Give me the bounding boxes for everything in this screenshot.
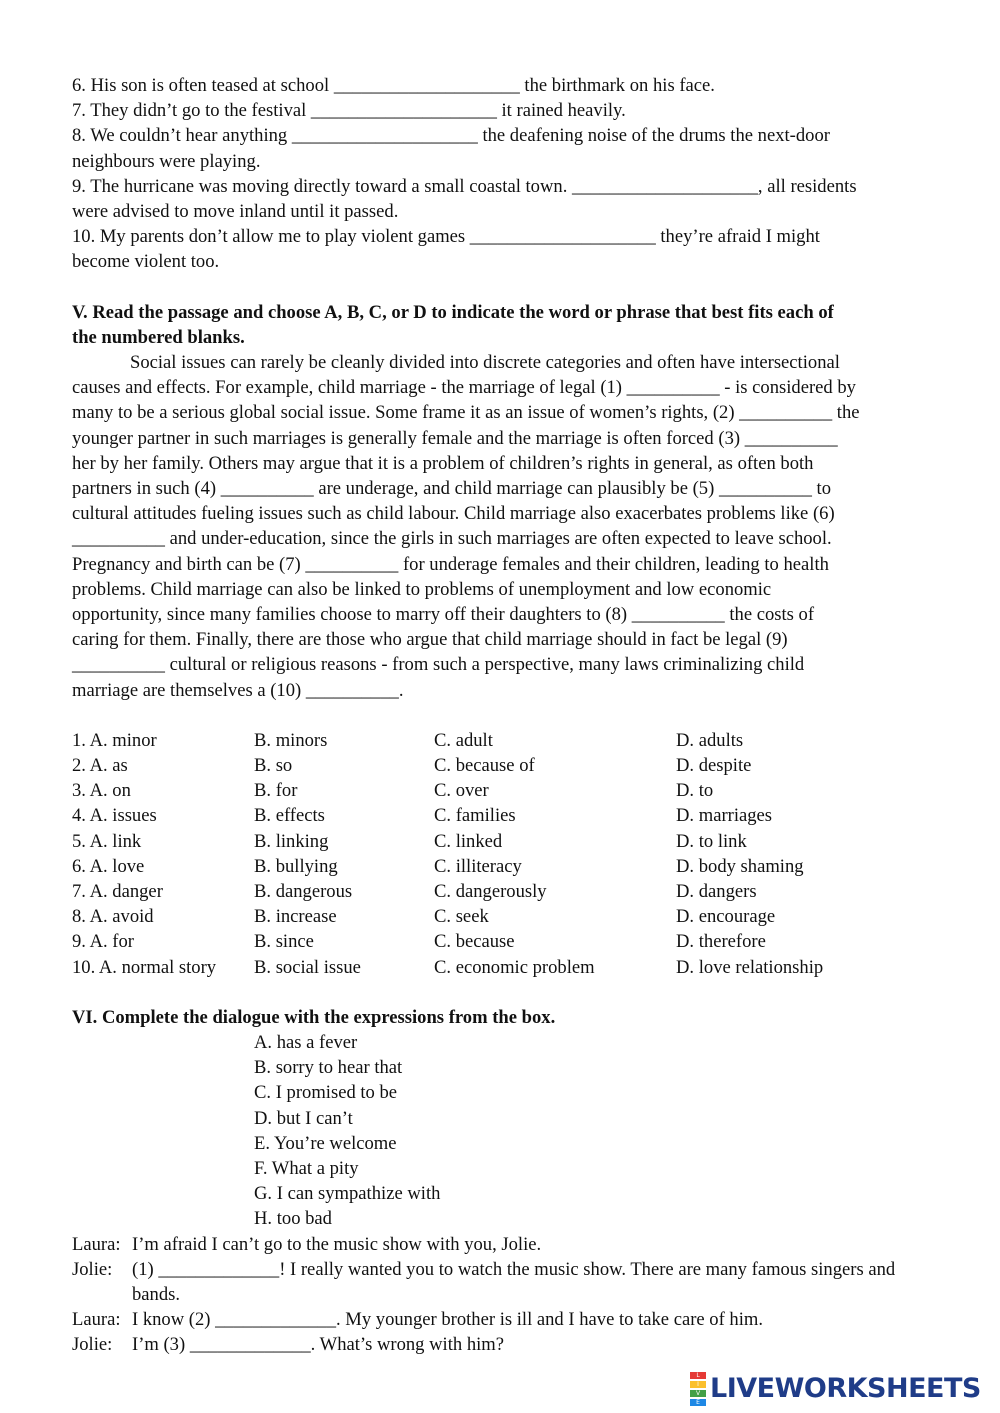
passage-line: caring for them. Finally, there are those who argue that child marriage should in fact be legal (9) [72, 629, 788, 651]
exercise-item-9-cont: were advised to move inland until it passed. [72, 201, 399, 223]
passage-line: cultural attitudes fueling issues such as child labour. Child marriage also exacerbates problems like (6) [72, 503, 835, 525]
expression-item: G. I can sympathize with [254, 1183, 441, 1205]
dialogue-line [72, 1332, 932, 1357]
option-b[interactable]: B. for [254, 780, 298, 802]
exercise-item-8: 8. We couldn’t hear anything ____________________ the deafening noise of the drums the next-door [72, 125, 830, 147]
section5-heading: V. Read the passage and choose A, B, C, or D to indicate the word or phrase that best fits each of [72, 301, 834, 323]
option-row-9 [72, 929, 932, 954]
option-d[interactable]: D. love relationship [676, 956, 824, 978]
section5 [72, 300, 932, 980]
expression-item: F. What a pity [254, 1157, 359, 1179]
passage-line: many to be a serious global social issue. Some frame it as an issue of women’s rights, (2) __________ the [72, 402, 860, 424]
passage-line: Social issues can rarely be cleanly divided into discrete categories and often have intersectional [130, 352, 840, 374]
option-d[interactable]: D. despite [676, 755, 752, 777]
option-a[interactable]: 3. A. on [72, 780, 131, 802]
option-row-6 [72, 854, 932, 879]
expression-item: H. too bad [254, 1208, 332, 1230]
option-a[interactable]: 9. A. for [72, 931, 134, 953]
option-b[interactable]: B. since [254, 931, 314, 953]
option-c[interactable]: C. linked [434, 830, 503, 852]
expression-box [72, 1030, 932, 1232]
logo-block: V [690, 1390, 706, 1397]
option-c[interactable]: C. economic problem [434, 956, 595, 978]
logo-block: E [690, 1399, 706, 1406]
option-a[interactable]: 10. A. normal story [72, 956, 217, 978]
section6-heading: VI. Complete the dialogue with the expressions from the box. [72, 1006, 556, 1028]
option-b[interactable]: B. bullying [254, 855, 338, 877]
option-d[interactable]: D. adults [676, 729, 744, 751]
option-d[interactable]: D. body shaming [676, 855, 804, 877]
exercise-item-7: 7. They didn’t go to the festival ____________________ it rained heavily. [72, 100, 626, 122]
option-row-10 [72, 955, 932, 980]
option-row-8 [72, 904, 932, 929]
option-row-1 [72, 728, 932, 753]
liveworksheets-icon [690, 1371, 706, 1407]
option-d[interactable]: D. to link [676, 830, 747, 852]
passage-line: opportunity, since many families choose to marry off their daughters to (8) __________ the costs of [72, 604, 815, 626]
option-a[interactable]: 5. A. link [72, 830, 142, 852]
section5-heading-cont: the numbered blanks. [72, 326, 245, 348]
option-d[interactable]: D. therefore [676, 931, 766, 953]
expression-item: A. has a fever [254, 1031, 358, 1053]
option-row-3 [72, 778, 932, 803]
dialogue-line [72, 1307, 932, 1332]
brand-name: LIVEWORKSHEETS [710, 1373, 981, 1405]
option-c[interactable]: C. because [434, 931, 515, 953]
expression-item: D. but I can’t [254, 1107, 353, 1129]
option-b[interactable]: B. increase [254, 906, 337, 928]
option-a[interactable]: 8. A. avoid [72, 906, 154, 928]
passage-line: partners in such (4) __________ are underage, and child marriage can plausibly be (5) __________ to [72, 478, 832, 500]
option-c[interactable]: C. dangerously [434, 881, 547, 902]
dialogue-text[interactable]: I’m (3) _____________. What’s wrong with him? [132, 1334, 505, 1356]
option-b[interactable]: B. linking [254, 830, 329, 852]
option-d[interactable]: D. marriages [676, 805, 773, 827]
worksheet-page [72, 73, 932, 1358]
exercise-item-10: 10. My parents don’t allow me to play violent games ____________________ they’re afraid I might [72, 226, 820, 248]
speaker: Laura: [72, 1233, 121, 1255]
option-row-5 [72, 829, 932, 854]
passage-line: her by her family. Others may argue that it is a problem of children’s rights in general, as often both [72, 452, 814, 474]
passage-line: problems. Child marriage can also be linked to problems of unemployment and low economic [72, 578, 772, 600]
dialogue-text[interactable]: (1) _____________! I really wanted you to watch the music show. There are many famous singers and bands. [132, 1258, 896, 1305]
option-d[interactable]: D. encourage [676, 906, 776, 928]
option-b[interactable]: B. so [254, 755, 293, 777]
option-b[interactable]: B. dangerous [254, 881, 353, 902]
dialogue [72, 1232, 932, 1358]
dialogue-text: I’m afraid I can’t go to the music show with you, Jolie. [132, 1233, 542, 1255]
passage-line: Pregnancy and birth can be (7) __________ for underage females and their children, leading to health [72, 553, 829, 575]
passage-line: marriage are themselves a (10) __________. [72, 679, 404, 701]
option-a[interactable]: 6. A. love [72, 855, 145, 877]
option-b[interactable]: B. social issue [254, 956, 361, 978]
expression-item: C. I promised to be [254, 1082, 398, 1104]
option-c[interactable]: C. seek [434, 906, 489, 928]
answer-options [72, 728, 932, 980]
speaker: Jolie: [72, 1258, 113, 1280]
exercise-item-8-cont: neighbours were playing. [72, 150, 261, 172]
liveworksheets-logo[interactable] [690, 1372, 981, 1406]
option-a[interactable]: 4. A. issues [72, 805, 157, 827]
logo-block: L [690, 1372, 706, 1379]
passage-line: younger partner in such marriages is generally female and the marriage is often forced (3) __________ [72, 427, 838, 449]
section6 [72, 1005, 932, 1358]
option-b[interactable]: B. effects [254, 805, 325, 827]
expression-item: E. You’re welcome [254, 1132, 397, 1154]
dialogue-line [72, 1232, 932, 1257]
option-c[interactable]: C. adult [434, 729, 493, 751]
option-c[interactable]: C. because of [434, 755, 535, 777]
option-d[interactable]: D. to [676, 780, 714, 802]
passage-line: causes and effects. For example, child marriage - the marriage of legal (1) __________ - is considered by [72, 377, 856, 399]
option-row-7 [72, 879, 932, 904]
option-c[interactable]: C. illiteracy [434, 855, 522, 877]
passage-line: __________ and under-education, since the girls in such marriages are often expected to leave school. [72, 528, 832, 550]
option-a[interactable]: 1. A. minor [72, 729, 157, 751]
exercise-item-9: 9. The hurricane was moving directly toward a small coastal town. ____________________, all residents [72, 175, 857, 197]
exercise-item-10-cont: become violent too. [72, 251, 220, 273]
speaker: Laura: [72, 1309, 121, 1331]
speaker: Jolie: [72, 1334, 113, 1356]
option-a[interactable]: 7. A. danger [72, 881, 163, 902]
passage [72, 350, 932, 703]
option-c[interactable]: C. families [434, 805, 516, 827]
logo-block: I [690, 1381, 706, 1388]
option-d[interactable]: D. dangers [676, 881, 757, 902]
dialogue-line [72, 1257, 932, 1307]
passage-line: __________ cultural or religious reasons - from such a perspective, many laws criminalizing child [72, 654, 805, 676]
expression-item: B. sorry to hear that [254, 1057, 403, 1079]
section4-items [72, 73, 932, 275]
exercise-item-6: 6. His son is often teased at school ____________________ the birthmark on his face. [72, 75, 715, 96]
option-a[interactable]: 2. A. as [72, 755, 128, 777]
dialogue-text[interactable]: I know (2) _____________. My younger brother is ill and I have to take care of him. [132, 1309, 764, 1331]
option-row-2 [72, 753, 932, 778]
option-b[interactable]: B. minors [254, 729, 328, 751]
option-c[interactable]: C. over [434, 780, 489, 802]
option-row-4 [72, 803, 932, 828]
